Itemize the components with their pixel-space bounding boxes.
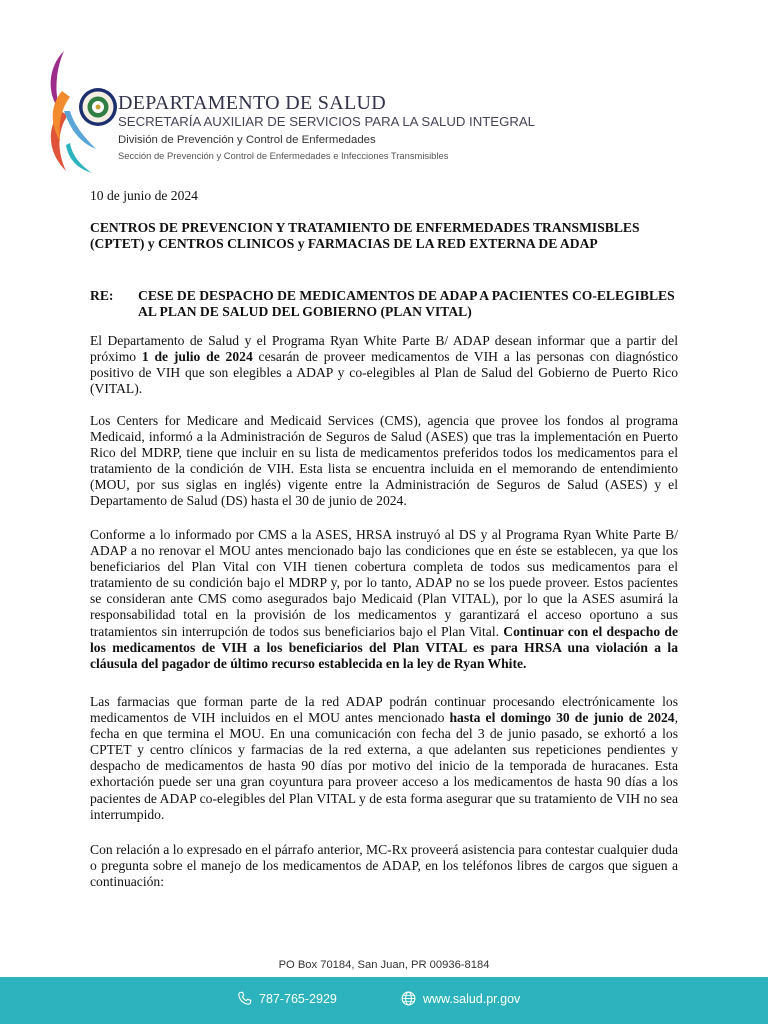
website-link: www.salud.pr.gov bbox=[423, 991, 521, 1006]
paragraph-2: Los Centers for Medicare and Medicaid Services (CMS), agencia que provee los fondos al programa Medicaid, informó a la Administración de Seguros de Salud (ASES) que tras la implementación en Puerto Rico del MDRP, tiene que incluir en su lista de medicamentos preferidos todos los medicamentos para el tratamiento de la condición de VIH. Esta lista se encuentra incluida en el memorando de entendimiento (MOU, por sus siglas en inglés) vigente entre la Administración de Seguros de Salud (ASES) y el Departamento de Salud (DS) hasta el 30 de junio de 2024. bbox=[90, 413, 678, 509]
department-logo bbox=[40, 45, 118, 177]
effective-date: 1 de julio de 2024 bbox=[141, 349, 253, 365]
subject-label: RE: bbox=[90, 288, 114, 303]
footer-phone[interactable] bbox=[236, 990, 337, 1007]
paragraph-1 bbox=[90, 333, 678, 397]
mailing-address: PO Box 70184, San Juan, PR 00936-8184 bbox=[278, 959, 490, 971]
paragraph-4 bbox=[90, 694, 678, 823]
paragraph-3 bbox=[90, 527, 678, 672]
paragraph-4-text: Las farmacias que forman parte de la red ADAP podrán continuar procesando electrónicamente los medicamentos de VIH incluidos en el MOU antes mencionado bbox=[90, 694, 678, 726]
section-name: Sección de Prevención y Control de Enfermedades e Infecciones Transmisibles bbox=[118, 150, 449, 161]
subject-line bbox=[90, 288, 680, 320]
phone-number: 787-765-2929 bbox=[259, 991, 337, 1006]
deadline-date: hasta el domingo 30 de junio de 2024 bbox=[449, 710, 675, 726]
paragraph-3-emphasis: Continuar con el despacho de los medicamentos de VIH a los beneficiarios del Plan VITAL es para HRSA una violación a la cláusula del pagador de último recurso establecida en la ley de Ryan White. bbox=[90, 623, 679, 671]
paragraph-4-text-end: , fecha en que termina el MOU. En una comunicación con fecha del 3 de junio pasado, se exhortó a los CPTET y centro clínicos y farmacias de la red externa, a que adelanten sus repeticiones pendientes y despacho de medicamentos de hasta 90 días por motivo del inicio de la temporada de huracanes. Esta exhortación puede ser una gran coyuntura para proveer acceso a los medicamentos de hasta 90 días a los pacientes de ADAP co-elegibles del Plan VITAL y de esta forma asegurar que su tratamiento de VIH no sea interrumpido. bbox=[90, 710, 679, 822]
paragraph-3-text: Conforme a lo informado por CMS a la ASES, HRSA instruyó al DS y al Programa Ryan White Parte B/ ADAP a no renovar el MOU antes mencionado bajo las condiciones que en éste se establecen, ya que los beneficiarios del Plan Vital con VIH tienen cobertura completa de todos sus medicamentos para el tratamiento de su condición bajo el MDRP y, por lo tanto, ADAP no se los puede proveer. Estos pacientes se consideran ante CMS como asegurados bajo Medicaid (Plan VITAL), por lo que la ASES asumirá la responsabilidad total en la provisión de los medicamentos y garantizará el acceso oportuno a sus tratamientos sin interrupción de todos sus beneficiarios bajo el Plan Vital. bbox=[90, 527, 678, 639]
footer-website[interactable] bbox=[400, 990, 520, 1007]
letter-addressee: CENTROS DE PREVENCION Y TRATAMIENTO DE ENFERMEDADES TRANSMISBLES (CPTET) y CENTROS CLINICOS y FARMACIAS DE LA RED EXTERNA DE ADAP bbox=[90, 220, 640, 251]
division-name: División de Prevención y Control de Enfermedades bbox=[118, 134, 376, 146]
paragraph-1-text-end: cesarán de proveer medicamentos de VIH a las personas con diagnóstico positivo de VIH que son elegibles a ADAP y co-elegibles al Plan de Salud del Gobierno de Puerto Rico (VITAL). bbox=[90, 349, 679, 397]
globe-icon bbox=[400, 990, 417, 1007]
department-name: DEPARTAMENTO DE SALUD bbox=[118, 92, 386, 114]
paragraph-5: Con relación a lo expresado en el párrafo anterior, MC-Rx proveerá asistencia para contestar cualquier duda o pregunta sobre el manejo de los medicamentos de ADAP, en los teléfonos libres de cargos que siguen a continuación: bbox=[90, 842, 678, 890]
subject-text: CESE DE DESPACHO DE MEDICAMENTOS DE ADAP A PACIENTES CO-ELEGIBLES AL PLAN DE SALUD DEL GOBIERNO (PLAN VITAL) bbox=[138, 288, 675, 319]
phone-icon bbox=[236, 990, 253, 1007]
footer-bar bbox=[0, 977, 768, 1024]
secretariat-name: SECRETARÍA AUXILIAR DE SERVICIOS PARA LA SALUD INTEGRAL bbox=[118, 114, 536, 129]
paragraph-1-text: El Departamento de Salud y el Programa Ryan White Parte B/ ADAP desean informar que a partir del próximo bbox=[90, 333, 678, 365]
letter-date: 10 de junio de 2024 bbox=[90, 188, 198, 203]
